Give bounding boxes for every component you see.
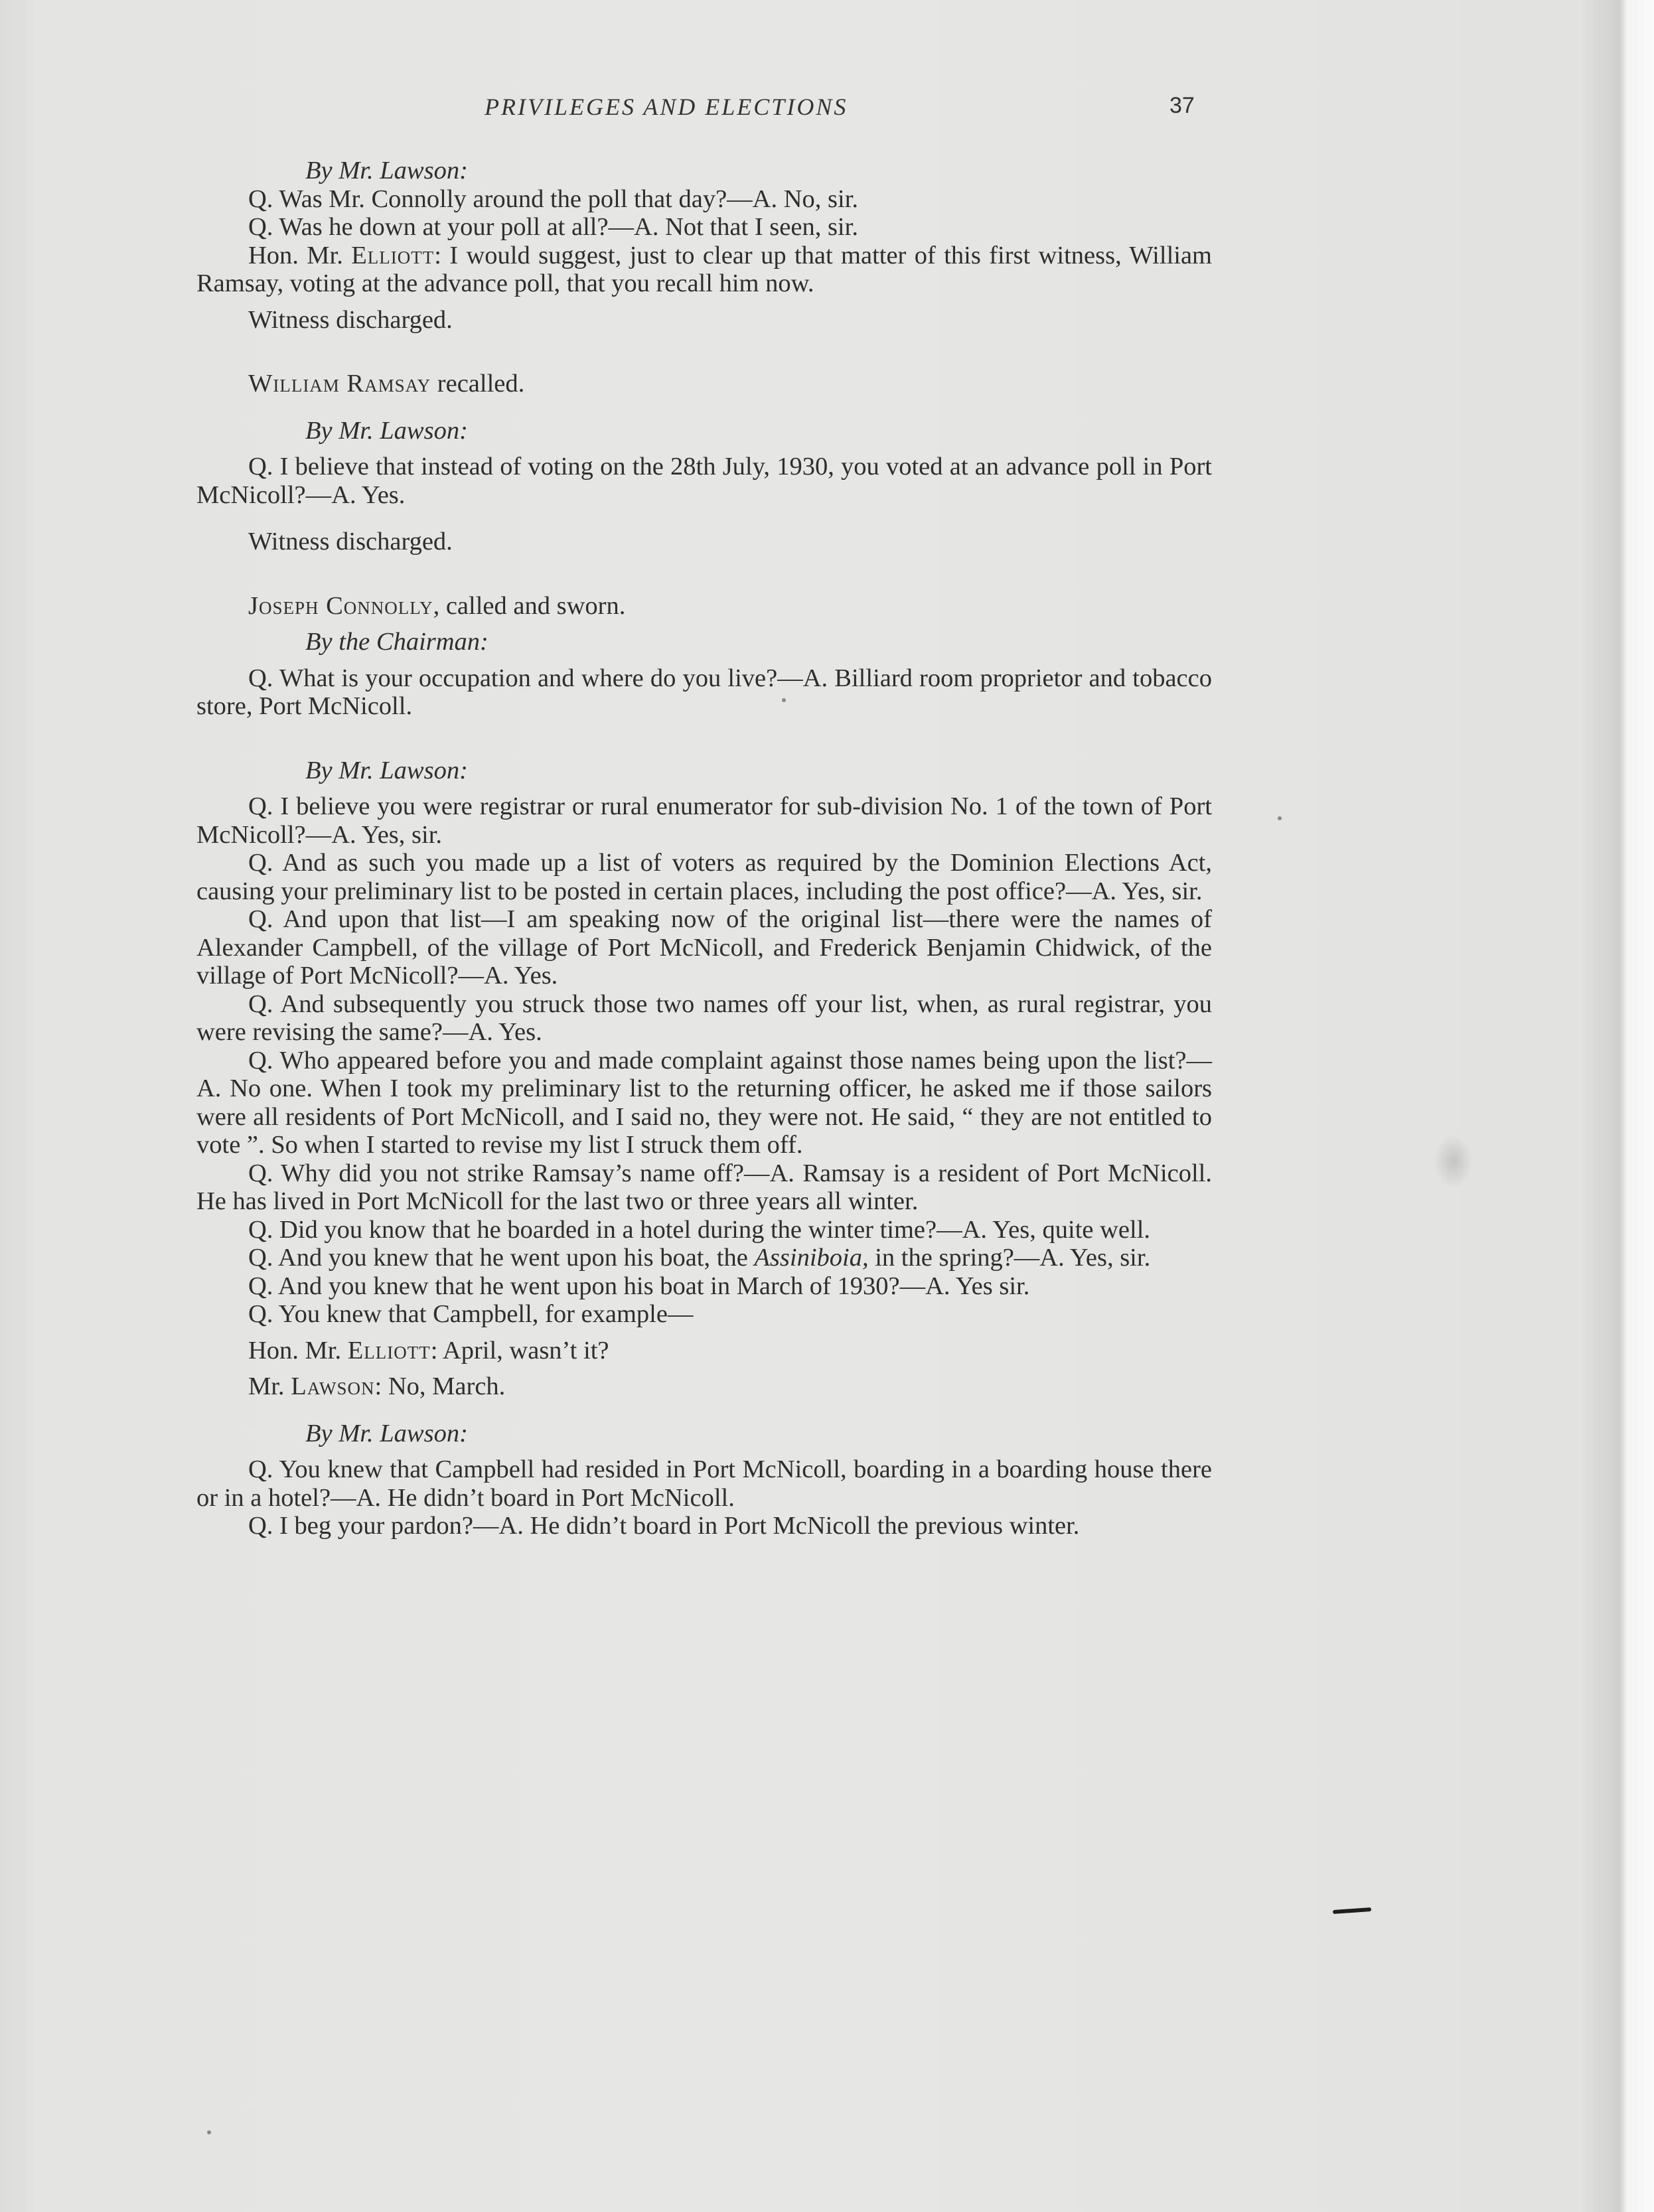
- paragraph: Q. I believe you were registrar or rural enumerator for sub-division No. 1 of the town of Port McNicoll?—A. Yes, sir.: [196, 792, 1212, 849]
- speaker-heading: By Mr. Lawson:: [305, 1419, 468, 1447]
- paragraph: Q. Who appeared before you and made complaint against those names being upon the list?—A. No one. When I took my preliminary list to the returning officer, he asked me if those sailors were all residents of Port McNicoll, and I said no, they were not. He said, “ they are not entitled to vote ”. So when I started to revise my list I struck them off.: [196, 1046, 1212, 1159]
- paragraph: Q. And subsequently you struck those two names off your list, when, as rural registrar, you were revising the same?—A. Yes.: [196, 990, 1212, 1046]
- text-run: Hon. Mr.: [248, 1336, 348, 1364]
- paragraph: Q. You knew that Campbell, for example—: [248, 1300, 694, 1328]
- running-head: PRIVILEGES AND ELECTIONS: [485, 94, 848, 120]
- paragraph: Q. What is your occupation and where do you live?—A. Billiard room proprietor and tobacco store, Port McNicoll.: [196, 664, 1212, 720]
- speaker-name: Elliott: [351, 241, 435, 269]
- speck: [1278, 816, 1282, 820]
- speck: [782, 698, 786, 702]
- paragraph: Q. I believe that instead of voting on the 28th July, 1930, you voted at an advance poll in Port McNicoll?—A. Yes.: [196, 453, 1212, 509]
- text-run: : No, March.: [374, 1372, 506, 1400]
- text-run: Hon. Mr.: [248, 241, 352, 269]
- paper-smudge: [1434, 1135, 1473, 1188]
- paragraph: Q. And you knew that he went upon his boat in March of 1930?—A. Yes sir.: [248, 1272, 1030, 1300]
- text-run: recalled.: [431, 370, 525, 398]
- paragraph: Q. Was he down at your poll at all?—A. Not that I seen, sir.: [248, 213, 858, 241]
- text-run: Q. And you knew that he went upon his boat, the: [248, 1244, 755, 1272]
- text-run: : April, wasn’t it?: [430, 1336, 609, 1364]
- paragraph: Witness discharged.: [248, 305, 453, 334]
- speaker-name: Lawson: [291, 1372, 375, 1400]
- speaker-name: Elliott: [347, 1336, 431, 1364]
- text-run: : I would suggest, just to clear up that matter of this first witness, William Ramsay, voting at the advance poll, that you recall him now.: [196, 241, 1213, 297]
- paragraph: Q. And as such you made up a list of voters as required by the Dominion Elections Act, causing your preliminary list to be posted in certain places, including the post office?—A. Yes, sir.: [196, 849, 1212, 905]
- paragraph: [196, 592, 1212, 621]
- paragraph: Q. Was Mr. Connolly around the poll that day?—A. No, sir.: [248, 184, 859, 213]
- paragraph: Witness discharged.: [248, 528, 453, 555]
- witness-name: Joseph Connolly: [248, 591, 433, 620]
- witness-name: William Ramsay: [248, 370, 431, 398]
- paragraph: [196, 242, 1212, 298]
- paragraph: [196, 1372, 1212, 1401]
- paragraph: Q. I beg your pardon?—A. He didn’t board in Port McNicoll the previous winter.: [248, 1512, 1080, 1540]
- speaker-heading: By Mr. Lawson:: [305, 756, 468, 784]
- paragraph: [196, 1337, 1212, 1365]
- paragraph: Q. Did you know that he boarded in a hotel during the winter time?—A. Yes, quite well.: [248, 1215, 1151, 1244]
- paragraph: Q. Why did you not strike Ramsay’s name off?—A. Ramsay is a resident of Port McNicoll. He has lived in Port McNicoll for the last two or three years all winter.: [196, 1159, 1212, 1215]
- ship-name: Assiniboia,: [754, 1244, 869, 1272]
- page-body: [196, 157, 1212, 1540]
- speaker-heading: By Mr. Lawson:: [305, 157, 468, 184]
- page-header: [199, 93, 1195, 133]
- ink-mark: [1333, 1907, 1371, 1914]
- speck: [207, 2130, 211, 2134]
- text-run: , called and sworn.: [433, 591, 626, 620]
- paragraph: [196, 370, 1212, 398]
- speaker-heading: By Mr. Lawson:: [305, 416, 468, 445]
- speaker-heading: By the Chairman:: [305, 628, 489, 656]
- paragraph: Q. You knew that Campbell had resided in Port McNicoll, boarding in a boarding house there or in a hotel?—A. He didn’t board in Port McNicoll.: [196, 1455, 1212, 1512]
- page-number: 37: [1169, 93, 1195, 118]
- paragraph: Q. And upon that list—I am speaking now of the original list—there were the names of Alexander Campbell, of the village of Port McNicoll, and Frederick Benjamin Chidwick, of the village of Port McNicoll?—A. Yes.: [196, 905, 1212, 990]
- paragraph: [196, 1244, 1212, 1272]
- text-run: in the spring?—A. Yes, sir.: [868, 1244, 1151, 1272]
- text-run: Mr.: [248, 1372, 291, 1400]
